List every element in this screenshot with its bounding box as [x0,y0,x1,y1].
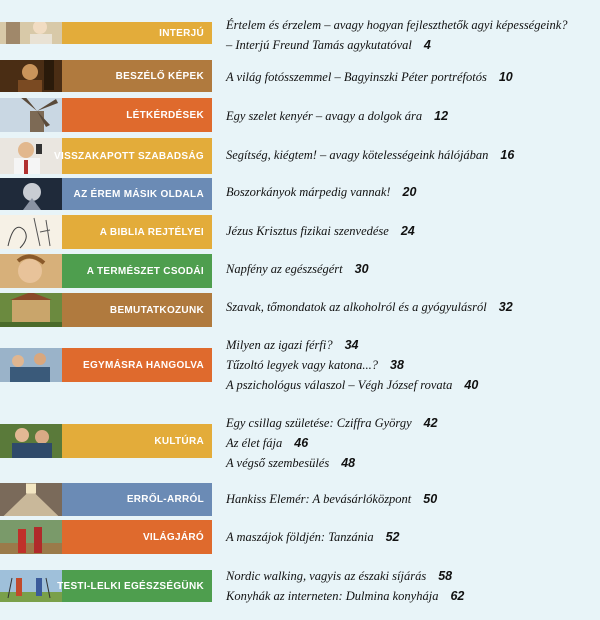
entry-title: Az élet fája [226,436,283,450]
toc-entry[interactable] [226,338,359,353]
toc-entry[interactable] [226,262,369,277]
section-band [0,348,212,382]
page-number: 10 [498,70,513,84]
toc-entry[interactable] [226,109,448,124]
entry-title: Napfény az egészségért [226,262,343,276]
entry-title: A végső szembesülés [226,456,330,470]
page-number: 34 [344,338,359,352]
people-photo-icon [0,424,62,458]
building-photo-icon [0,293,62,327]
anatomy-drawing-icon [0,215,62,249]
entry-title: Segítség, kiégtem! – avagy kötelességeink hálójában [226,148,489,162]
masai-photo-icon [0,520,62,554]
page-number: 16 [500,148,515,162]
section-label: BESZÉLŐ KÉPEK [115,70,204,82]
entry-title: A maszájok földjén: Tanzánia [226,530,374,544]
page-number: 62 [450,589,465,603]
entry-title: Egy szelet kenyér – avagy a dolgok ára [226,109,423,123]
section-label: KULTÚRA [154,435,204,447]
toc-entry[interactable] [226,185,416,200]
witch-photo-icon [0,178,62,210]
section-label: LÉTKÉRDÉSEK [126,109,204,121]
entry-title: A pszichológus válaszol – Végh József rovata [226,378,453,392]
interview-photo-icon [0,22,62,44]
toc-entry[interactable] [226,18,580,33]
section-band [0,424,212,458]
page-number: 48 [341,456,356,470]
windmill-photo-icon [0,98,62,132]
section-band [0,138,212,174]
entry-title: Konyhák az interneten: Dulmina konyhája [226,589,439,603]
toc-entry[interactable] [226,456,355,471]
section-band [0,98,212,132]
entry-title: Hankiss Elemér: A bevásárlóközpont [226,492,412,506]
family-photo-icon [0,348,62,382]
entry-title: Nordic walking, vagyis az északi síjárás [226,569,427,583]
entry-title: – Interjú Freund Tamás agykutatóval [226,38,412,52]
portrait-photo-icon [0,60,62,92]
section-label: INTERJÚ [159,27,204,39]
page-number: 24 [400,224,415,238]
section-label: A BIBLIA REJTÉLYEI [99,226,204,238]
section-band [0,254,212,288]
walking-photo-icon [0,570,62,602]
page-number: 38 [390,358,404,372]
page-number: 42 [423,416,438,430]
section-band [0,178,212,210]
section-band [0,293,212,327]
toc-entry[interactable] [226,416,438,431]
section-label: ERRŐL-ARRÓL [126,494,204,505]
section-band [0,60,212,92]
section-label: EGYMÁSRA HANGOLVA [82,359,204,371]
entry-title: Értelem és érzelem – avagy hogyan fejleszthetők agyi képességeink? [226,18,568,32]
toc-entry[interactable] [226,300,513,315]
section-label: A TERMÉSZET CSODÁI [86,265,204,277]
page-number: 50 [423,492,438,506]
page-number: 12 [434,109,449,123]
section-label: VILÁGJÁRÓ [142,531,204,543]
entry-title: A világ fotósszemmel – Bagyinszki Péter portréfotós [226,70,487,84]
toc-entry[interactable] [226,358,404,373]
toc-entry[interactable] [226,378,478,393]
page-number: 20 [402,185,417,199]
section-label: AZ ÉREM MÁSIK OLDALA [73,188,204,200]
section-band [0,483,212,516]
toc-entry[interactable] [226,530,400,545]
sunlight-photo-icon [0,254,62,288]
entry-title: Egy csillag születése: Cziffra György [226,416,412,430]
toc-entry[interactable] [226,70,513,85]
page-number: 4 [423,38,431,52]
page-number: 58 [438,569,453,583]
section-band [0,520,212,554]
page-number: 52 [385,530,400,544]
entry-title: Boszorkányok márpedig vannak! [226,185,391,199]
entry-title: Szavak, tőmondatok az alkoholról és a gyógyulásról [226,300,487,314]
entry-title: Tűzoltó legyek vagy katona...? [226,358,379,372]
page-number: 46 [294,436,309,450]
toc-entry[interactable] [226,148,514,163]
toc-entry[interactable] [226,589,464,604]
section-label: VISSZAKAPOTT SZABADSÁG [54,150,204,162]
entry-title: Jézus Krisztus fizikai szenvedése [226,224,389,238]
toc-entry[interactable] [226,224,415,239]
section-band [0,22,212,44]
mall-photo-icon [0,483,62,516]
toc-entry[interactable] [226,569,452,584]
page-number: 30 [354,262,369,276]
toc-entry[interactable] [226,492,437,507]
page-number: 32 [498,300,513,314]
page-number: 40 [464,378,479,392]
toc-entry[interactable] [226,436,308,451]
section-label: TESTI-LELKI EGÉSZSÉGÜNK [57,580,204,592]
toc-entry[interactable] [226,38,431,53]
section-band [0,570,212,602]
entry-title: Milyen az igazi férfi? [226,338,333,352]
section-label: BEMUTATKOZUNK [109,304,204,316]
section-band [0,215,212,249]
man-phone-photo-icon [0,138,62,174]
